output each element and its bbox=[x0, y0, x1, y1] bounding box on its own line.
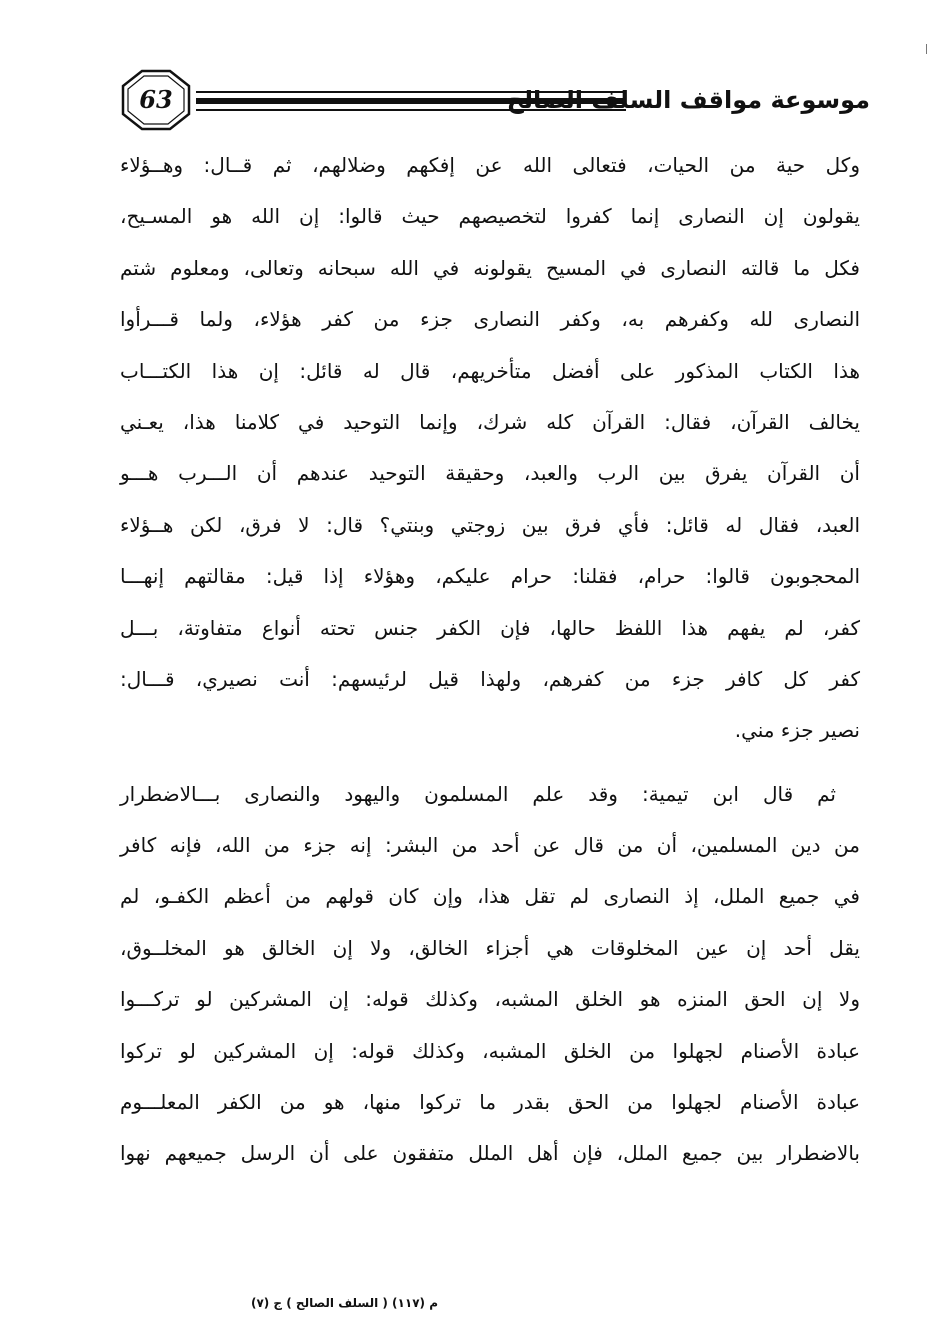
paragraph-gap bbox=[120, 757, 860, 769]
text-line: بالاضطرار بين جميع الملل، فإن أهل الملل متفقون على أن الرسل جميعهم نهوا bbox=[120, 1141, 860, 1166]
scan-edge-mark bbox=[926, 44, 931, 54]
page-number: 63 bbox=[139, 85, 173, 114]
running-title: موسوعة مواقف السلف الصالح bbox=[506, 86, 870, 114]
text-line: نصير جزء مني. bbox=[734, 718, 860, 743]
text-line: عبادة الأصنام لجهلوا من الخلق المشبه، وكذلك قوله: إن المشركين لو تركوا bbox=[120, 1038, 860, 1063]
text-line: المحجوبون قالوا: حرام، فقلنا: حرام عليكم، وهؤلاء إذا قيل: مقالتهم إنهـــا bbox=[120, 564, 860, 589]
text-line: يقل أحد إن عين المخلوقات هي أجزاء الخالق، ولا إن الخالق هو المخلــوق، bbox=[120, 935, 860, 960]
text-line: وكل حية من الحيات، فتعالى الله عن إفكهم وضلالهم، ثم قــال: وهــؤلاء bbox=[120, 153, 860, 177]
text-line: يقولون إن النصارى إنما كفروا لتخصيصهم حيث قالوا: إن الله هو المسـيح، bbox=[120, 204, 860, 229]
paragraph bbox=[120, 769, 860, 1180]
text-line: كفر، لم يفهم هذا اللفظ حالها، فإن الكفر جنس تحته أنواع متفاوتة، بـــل bbox=[120, 615, 860, 640]
text-line: أن القرآن يفرق بين الرب والعبد، وحقيقة التوحيد عندهم أن الـــرب هـــو bbox=[120, 461, 860, 486]
page-header bbox=[110, 64, 870, 138]
text-line: عبادة الأصنام لجهلوا من الحق بقدر ما تركوا منها، هو من الكفر المعلـــوم bbox=[120, 1090, 860, 1115]
text-line: يخالف القرآن، فقال: القرآن كله شرك، وإنما التوحيد في كلامنا هذا، يعـني bbox=[120, 409, 860, 434]
text-line: في جميع الملل، إذ النصارى لم تقل هذا، وإن كان قولهم من أعظم الكفـو، لم bbox=[120, 884, 860, 909]
text-line: العبد، فقال له قائل: فأي فرق بين زوجتي وبنتي؟ قال: لا فرق، لكن هــؤلاء bbox=[120, 512, 860, 537]
text-line: ولا إن الحق المنزه هو الخلق المشبه، وكذلك قوله: إن المشركين لو تركـــوا bbox=[120, 987, 860, 1012]
text-line: كفر كل كافر جزء من كفرهم، ولهذا قيل لرئيسهم: أنت نصيري، قـــال: bbox=[120, 666, 860, 691]
text-line: ثم قال ابن تيمية: وقد علم المسلمون واليهود والنصارى بـــالاضطرار bbox=[120, 781, 836, 806]
text-line: النصارى لله وكفرهم به، وكفر النصارى جزء من كفر هؤلاء، ولما قـــرأوا bbox=[120, 307, 860, 332]
paragraph bbox=[120, 140, 860, 757]
main-text bbox=[120, 140, 860, 1180]
printer-signature: م (١١٧) ( السلف الصالح ) ج (٧) bbox=[250, 1296, 438, 1310]
text-line: من دين المسلمين، أن من قال عن أحد من البشر: إنه جزء من الله، فإنه كافر bbox=[120, 833, 860, 858]
text-line: هذا الكتاب المذكور على أفضل متأخريهم، قال له قائل: إن هذا الكتـــاب bbox=[120, 358, 860, 383]
text-line: فكل ما قالته النصارى في المسيح يقولونه في الله سبحانه وتعالى، ومعلوم شتم bbox=[120, 255, 860, 280]
